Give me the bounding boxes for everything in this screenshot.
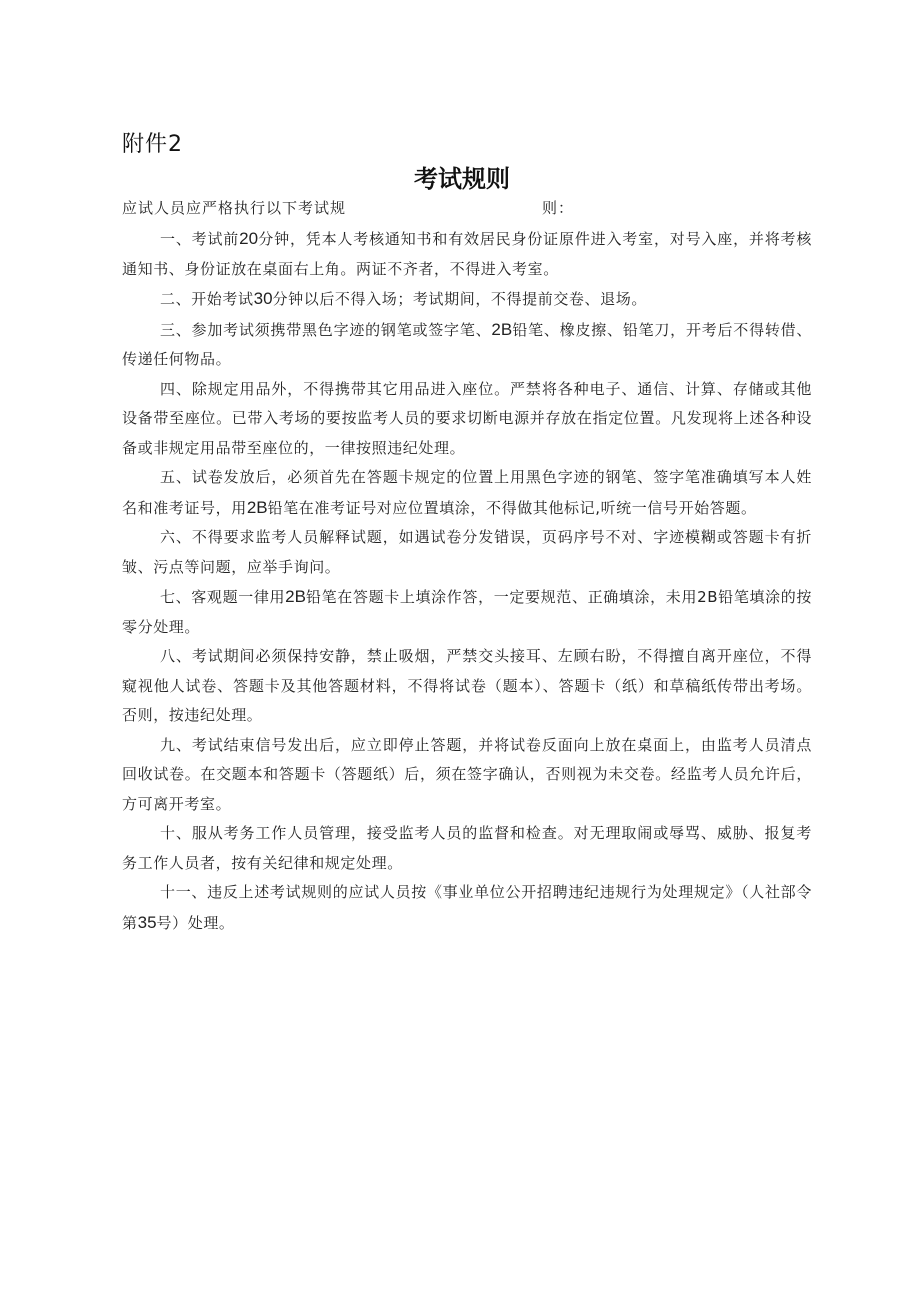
attachment-label: 附件2 bbox=[122, 132, 183, 157]
rule-3 bbox=[122, 315, 812, 375]
rule-text: 铅笔在准考证号对应位置填涂，不得做其他标记,听统一信号开始答题。 bbox=[267, 498, 757, 517]
rule-number: 2B bbox=[285, 587, 306, 606]
rule-text: 七、客观题一律用 bbox=[160, 588, 286, 606]
rule-8 bbox=[122, 642, 812, 731]
intro-text-start: 应试人员应严格执行以下考试规 bbox=[122, 199, 347, 217]
rule-text: 三、参加考试须携带黑色字迹的钢笔或签字笔、 bbox=[160, 320, 492, 339]
rule-text: 铅笔、橡皮擦、铅笔刀，开考后不得转借、传递任何物品。 bbox=[122, 320, 813, 368]
rule-text: 十一、违反上述考试规则的应试人员按《事业单位公开招聘违纪违规行为处理规定》（人社部令第 bbox=[122, 883, 812, 932]
intro-text-end: 则： bbox=[542, 199, 575, 217]
rule-number: 2B bbox=[246, 497, 268, 517]
rule-text: 二、开始考试 bbox=[160, 290, 254, 308]
rule-10 bbox=[122, 819, 812, 878]
rule-text: 四、除规定用品外，不得携带其它用品进入座位。严禁将各种电子、通信、计算、存储或其他设备带至座位。已带入考场的要按监考人员的要求切断电源并存放在指定位置。凡发现将上述各种设备或非规定用品带至座位的，一律按照违纪处理。 bbox=[122, 379, 812, 457]
rule-text: 九、考试结束信号发出后，应立即停止答题，并将试卷反面向上放在桌面上，由监考人员清点回收试卷。在交题本和答题卡（答题纸）后，须在签字确认，否则视为未交卷。经监考人员允许后，方可离开考室。 bbox=[122, 735, 812, 813]
rule-text: 铅笔在答题卡上填涂作答，一定要规范、正确填涂，未用2B铅笔填涂的按零分处理。 bbox=[122, 588, 812, 636]
rule-text: 五、试卷发放后，必须首先在答题卡规定的位置上用黑色字迹的钢笔、签字笔准确填写本人姓名和准考证号，用 bbox=[122, 468, 812, 517]
rule-number: 20 bbox=[239, 229, 259, 248]
rule-text: 号）处理。 bbox=[156, 913, 235, 932]
rule-text: 分钟以后不得入场；考试期间，不得提前交卷、退场。 bbox=[272, 290, 647, 308]
rule-7 bbox=[122, 582, 812, 642]
rule-text: 六、不得要求监考人员解释试题，如遇试卷分发错误，页码序号不对、字迹模糊或答题卡有折皱、污点等问题，应举手询问。 bbox=[122, 528, 812, 576]
rule-number: 35 bbox=[137, 912, 157, 932]
rule-number: 2B bbox=[491, 319, 513, 339]
rule-2 bbox=[122, 284, 812, 315]
rule-11 bbox=[122, 878, 812, 938]
page-title: 考试规则 bbox=[414, 165, 510, 193]
rules-list bbox=[122, 224, 812, 938]
rule-1 bbox=[122, 224, 812, 284]
rule-6 bbox=[122, 523, 812, 582]
intro-line bbox=[122, 196, 812, 220]
rule-text: 十、服从考务工作人员管理，接受监考人员的监督和检查。对无理取闹或辱骂、威胁、报复考务工作人员者，按有关纪律和规定处理。 bbox=[122, 824, 812, 872]
rule-5 bbox=[122, 463, 812, 523]
rule-text: 一、考试前 bbox=[160, 230, 240, 248]
rule-number: 30 bbox=[253, 289, 273, 308]
rule-9 bbox=[122, 731, 812, 820]
rule-4 bbox=[122, 375, 812, 464]
rule-text: 八、考试期间必须保持安静，禁止吸烟，严禁交头接耳、左顾右盼，不得擅自离开座位，不得窥视他人试卷、答题卡及其他答题材料，不得将试卷（题本）、答题卡（纸）和草稿纸传带出考场。否则，按违纪处理。 bbox=[122, 647, 812, 724]
rule-text: 分钟，凭本人考核通知书和有效居民身份证原件进入考室，对号入座，并将考核通知书、身份证放在桌面右上角。两证不齐者，不得进入考室。 bbox=[122, 230, 812, 278]
